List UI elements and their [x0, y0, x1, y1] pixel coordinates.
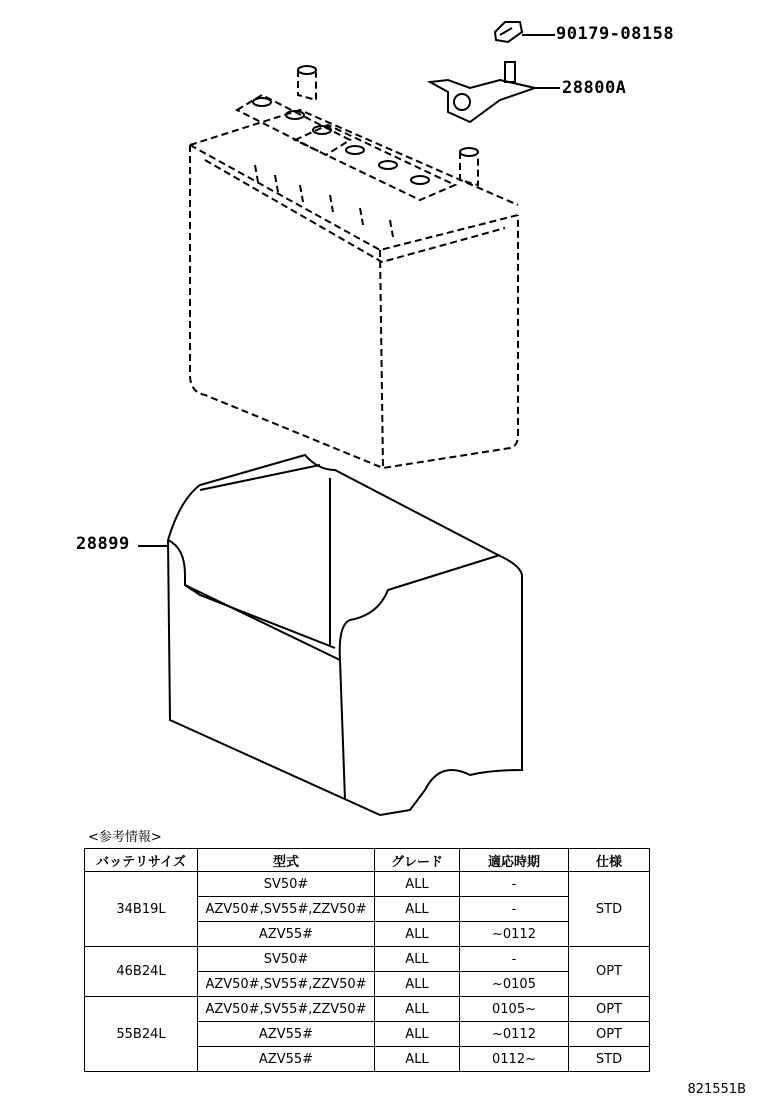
- grade-cell: ALL: [375, 947, 460, 972]
- spec-cell: OPT: [569, 997, 650, 1022]
- model-cell: AZV50#,SV55#,ZZV50#: [198, 897, 375, 922]
- nut-part: [495, 22, 555, 42]
- model-cell: AZV55#: [198, 922, 375, 947]
- period-cell: 0105~: [460, 997, 569, 1022]
- battery-size-cell: 55B24L: [85, 997, 198, 1072]
- battery: [190, 70, 518, 468]
- period-cell: ~0105: [460, 972, 569, 997]
- grade-cell: ALL: [375, 897, 460, 922]
- table-row: [85, 947, 650, 972]
- model-cell: AZV50#,SV55#,ZZV50#: [198, 972, 375, 997]
- model-cell: AZV55#: [198, 1022, 375, 1047]
- table-row: [85, 997, 650, 1022]
- header-spec: 仕様: [569, 849, 650, 872]
- period-cell: ~0112: [460, 922, 569, 947]
- terminal-part: [430, 62, 560, 122]
- period-cell: -: [460, 897, 569, 922]
- table-header-row: [85, 849, 650, 872]
- callout-tray-part-number: 28899: [76, 534, 130, 554]
- grade-cell: ALL: [375, 1047, 460, 1072]
- grade-cell: ALL: [375, 997, 460, 1022]
- grade-cell: ALL: [375, 922, 460, 947]
- battery-size-cell: 46B24L: [85, 947, 198, 997]
- header-battery-size: バッテリサイズ: [85, 849, 198, 872]
- model-cell: SV50#: [198, 872, 375, 897]
- battery-size-cell: 34B19L: [85, 872, 198, 947]
- header-period: 適応時期: [460, 849, 569, 872]
- drawing-number: 821551B: [687, 1082, 746, 1097]
- model-cell: AZV50#,SV55#,ZZV50#: [198, 997, 375, 1022]
- spec-cell: STD: [569, 1047, 650, 1072]
- reference-table: [84, 848, 650, 1072]
- spec-cell: STD: [569, 872, 650, 947]
- reference-title: <参考情報>: [88, 830, 162, 845]
- period-cell: ~0112: [460, 1022, 569, 1047]
- battery-tray: [138, 455, 522, 815]
- grade-cell: ALL: [375, 1022, 460, 1047]
- spec-cell: OPT: [569, 1022, 650, 1047]
- period-cell: 0112~: [460, 1047, 569, 1072]
- table-row: [85, 872, 650, 897]
- grade-cell: ALL: [375, 872, 460, 897]
- grade-cell: ALL: [375, 972, 460, 997]
- model-cell: SV50#: [198, 947, 375, 972]
- callout-terminal-part-number: 28800A: [562, 78, 627, 98]
- spec-cell: OPT: [569, 947, 650, 997]
- period-cell: -: [460, 872, 569, 897]
- period-cell: -: [460, 947, 569, 972]
- header-model: 型式: [198, 849, 375, 872]
- callout-nut-part-number: 90179-08158: [556, 24, 675, 44]
- header-grade: グレード: [375, 849, 460, 872]
- model-cell: AZV55#: [198, 1047, 375, 1072]
